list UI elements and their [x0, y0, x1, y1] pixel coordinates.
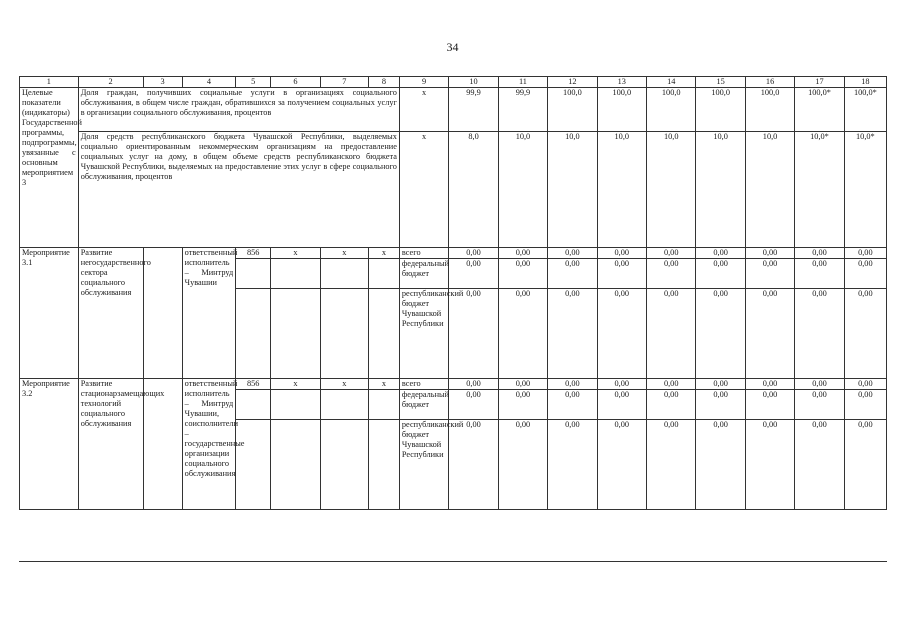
empty-cell [143, 248, 182, 379]
page-number: 34 [446, 40, 459, 54]
column-number: 11 [498, 77, 547, 88]
funding-value: 0,00 [647, 259, 696, 289]
measure-x: x [271, 379, 320, 390]
indicator-value: 99,9 [449, 88, 498, 132]
column-number: 6 [271, 77, 320, 88]
indicator-text: Доля средств республиканского бюджета Чувашской Республики, выделяемых социально ориентированным некоммерческим организациям на предоставление социальных услуг на дому, в общем объеме средств республиканского бюджета Чувашской Республики, выделяемых на предоставление этих услуг в сфере социального обслуживания, процентов [78, 132, 399, 248]
empty-cell [369, 390, 400, 420]
funding-value: 0,00 [795, 390, 844, 420]
funding-value: 0,00 [795, 289, 844, 379]
funding-value: 0,00 [647, 420, 696, 510]
funding-value: 0,00 [498, 248, 547, 259]
funding-value: 0,00 [745, 289, 794, 379]
indicator-value: 100,0* [844, 88, 886, 132]
funding-source: всего [399, 379, 448, 390]
funding-value: 0,00 [844, 420, 886, 510]
empty-cell [369, 259, 400, 289]
funding-value: 0,00 [597, 259, 646, 289]
measure-row [20, 379, 887, 390]
funding-source: всего [399, 248, 448, 259]
funding-source: республиканский бюджет Чувашской Республики [399, 420, 448, 510]
measure-code: 856 [236, 379, 271, 390]
measure-code: 856 [236, 248, 271, 259]
indicator-value: 8,0 [449, 132, 498, 248]
column-number: 16 [745, 77, 794, 88]
measure-x: x [369, 379, 400, 390]
funding-value: 0,00 [449, 420, 498, 510]
indicator-value: 100,0 [647, 88, 696, 132]
funding-value: 0,00 [844, 289, 886, 379]
funding-value: 0,00 [548, 259, 597, 289]
indicator-row [20, 132, 887, 248]
funding-value: 0,00 [844, 259, 886, 289]
column-number: 10 [449, 77, 498, 88]
indicator-value: 99,9 [498, 88, 547, 132]
program-table [19, 76, 887, 510]
funding-value: 0,00 [844, 390, 886, 420]
funding-value: 0,00 [597, 390, 646, 420]
funding-value: 0,00 [696, 420, 745, 510]
funding-value: 0,00 [498, 420, 547, 510]
column-number: 9 [399, 77, 448, 88]
indicator-text: Доля граждан, получивших социальные услуги в организациях социального обслуживания, в общем числе граждан, обратившихся за получением социальных услуг в организации социального обслуживания, процентов [78, 88, 399, 132]
indicator-value: 100,0 [745, 88, 794, 132]
indicator-value: 100,0 [548, 88, 597, 132]
header-row [20, 77, 887, 88]
empty-cell [369, 289, 400, 379]
column-number: 18 [844, 77, 886, 88]
funding-value: 0,00 [795, 379, 844, 390]
funding-value: 0,00 [696, 390, 745, 420]
empty-cell [236, 420, 271, 510]
funding-value: 0,00 [647, 289, 696, 379]
funding-value: 0,00 [647, 248, 696, 259]
funding-source: республиканский бюджет Чувашской Республики [399, 289, 448, 379]
empty-cell [236, 289, 271, 379]
indicator-value: 10,0 [548, 132, 597, 248]
indicator-value: 10,0 [696, 132, 745, 248]
funding-value: 0,00 [696, 259, 745, 289]
empty-cell [271, 420, 320, 510]
funding-value: 0,00 [548, 420, 597, 510]
funding-value: 0,00 [696, 248, 745, 259]
indicator-x: x [399, 132, 448, 248]
column-number: 4 [182, 77, 236, 88]
measure-name: Мероприятие 3.1 [20, 248, 79, 379]
measure-title: Развитие негосударственного сектора социального обслуживания [78, 248, 143, 379]
column-number: 3 [143, 77, 182, 88]
funding-value: 0,00 [597, 248, 646, 259]
column-number: 15 [696, 77, 745, 88]
column-number: 8 [369, 77, 400, 88]
indicator-value: 100,0 [696, 88, 745, 132]
indicator-row [20, 88, 887, 132]
funding-value: 0,00 [449, 390, 498, 420]
funding-value: 0,00 [548, 289, 597, 379]
indicator-value: 10,0 [745, 132, 794, 248]
funding-value: 0,00 [449, 379, 498, 390]
column-number: 2 [78, 77, 143, 88]
funding-value: 0,00 [745, 390, 794, 420]
funding-source: федеральный бюджет [399, 259, 448, 289]
funding-value: 0,00 [795, 259, 844, 289]
indicator-value: 100,0* [795, 88, 844, 132]
funding-value: 0,00 [597, 420, 646, 510]
measure-x: x [320, 248, 368, 259]
indicator-value: 10,0 [597, 132, 646, 248]
measure-name: Мероприятие 3.2 [20, 379, 79, 510]
empty-cell [236, 259, 271, 289]
funding-value: 0,00 [844, 248, 886, 259]
column-number: 14 [647, 77, 696, 88]
funding-value: 0,00 [844, 379, 886, 390]
empty-cell [369, 420, 400, 510]
empty-cell [320, 259, 368, 289]
funding-value: 0,00 [498, 259, 547, 289]
funding-value: 0,00 [795, 420, 844, 510]
funding-value: 0,00 [696, 379, 745, 390]
empty-cell [143, 379, 182, 510]
column-number: 17 [795, 77, 844, 88]
measure-x: x [271, 248, 320, 259]
funding-value: 0,00 [745, 248, 794, 259]
column-number: 13 [597, 77, 646, 88]
empty-cell [271, 289, 320, 379]
funding-value: 0,00 [745, 420, 794, 510]
measure-x: x [369, 248, 400, 259]
column-number: 5 [236, 77, 271, 88]
indicator-value: 100,0 [597, 88, 646, 132]
funding-source: федеральный бюджет [399, 390, 448, 420]
measure-x: x [320, 379, 368, 390]
empty-cell [320, 420, 368, 510]
empty-cell [236, 390, 271, 420]
indicator-value: 10,0 [498, 132, 547, 248]
funding-value: 0,00 [795, 248, 844, 259]
column-number: 1 [20, 77, 79, 88]
measure-title: Развитие стационарзамещающих технологий социального обслуживания [78, 379, 143, 510]
funding-value: 0,00 [745, 259, 794, 289]
funding-value: 0,00 [548, 390, 597, 420]
measure-row [20, 248, 887, 259]
funding-value: 0,00 [647, 379, 696, 390]
measure-executor: ответственный исполнитель – Минтруд Чувашии, соисполнители – государственные организации социального обслуживания [182, 379, 236, 510]
empty-cell [271, 259, 320, 289]
funding-value: 0,00 [597, 289, 646, 379]
indicator-x: x [399, 88, 448, 132]
indicator-value: 10,0* [844, 132, 886, 248]
column-number: 7 [320, 77, 368, 88]
column-number: 12 [548, 77, 597, 88]
measure-executor: ответственный исполнитель – Минтруд Чувашии [182, 248, 236, 379]
targets-label: Целевые показатели (индикаторы) Государственной программы, подпрограммы, увязанные с основным мероприятием 3 [20, 88, 79, 248]
funding-value: 0,00 [498, 390, 547, 420]
funding-value: 0,00 [449, 289, 498, 379]
funding-value: 0,00 [745, 379, 794, 390]
indicator-value: 10,0* [795, 132, 844, 248]
funding-value: 0,00 [498, 289, 547, 379]
empty-cell [320, 390, 368, 420]
funding-value: 0,00 [696, 289, 745, 379]
empty-cell [271, 390, 320, 420]
funding-value: 0,00 [498, 379, 547, 390]
table-bottom-rule [19, 561, 887, 562]
indicator-value: 10,0 [647, 132, 696, 248]
funding-value: 0,00 [548, 248, 597, 259]
funding-value: 0,00 [449, 248, 498, 259]
empty-cell [320, 289, 368, 379]
funding-value: 0,00 [548, 379, 597, 390]
funding-value: 0,00 [597, 379, 646, 390]
funding-value: 0,00 [647, 390, 696, 420]
funding-value: 0,00 [449, 259, 498, 289]
